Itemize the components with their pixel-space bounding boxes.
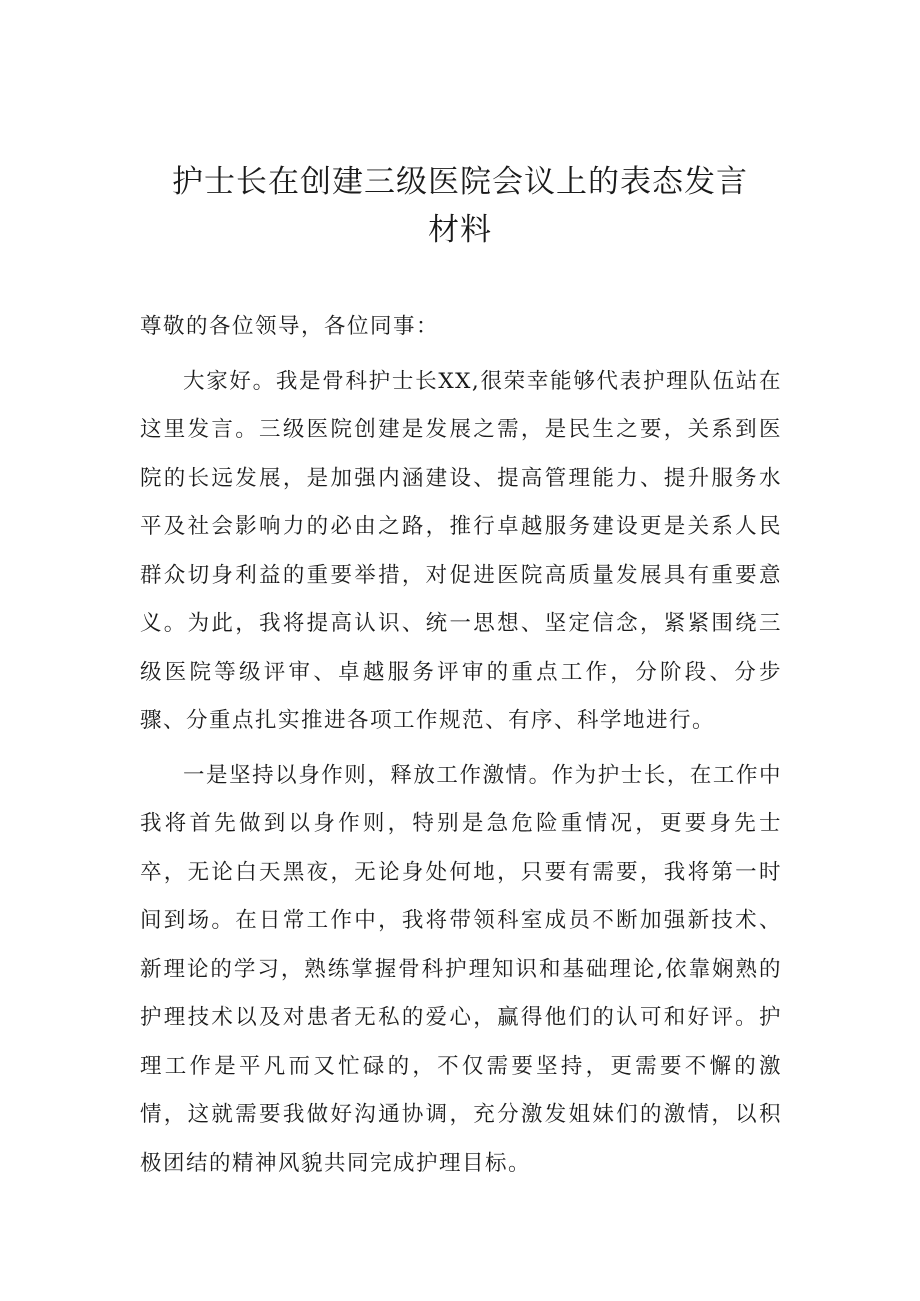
salutation: 尊敬的各位领导，各位同事： [140, 314, 440, 339]
title-line-2: 材料 [428, 212, 492, 248]
document-body [140, 303, 782, 1188]
paragraph-point-one: 一是坚持以身作则，释放工作激情。作为护士长，在工作中我将首先做到以身作则，特别是急危险重情况，更要身先士卒，无论白天黑夜，无论身处何地，只要有需要，我将第一时间到场。在日常工作中，我将带领科室成员不断加强新技术、新理论的学习，熟练掌握骨科护理知识和基础理论,依靠娴熟的护理技术以及对患者无私的爱心，赢得他们的认可和好评。护理工作是平凡而又忙碌的，不仅需要坚持，更需要不懈的激情，这就需要我做好沟通协调，充分激发姐妹们的激情，以积极团结的精神风貌共同完成护理目标。 [140, 762, 782, 1176]
document-title [140, 158, 780, 254]
paragraph-intro: 大家好。我是骨科护士长XX,很荣幸能够代表护理队伍站在这里发言。三级医院创建是发展之需，是民生之要，关系到医院的长远发展，是加强内涵建设、提高管理能力、提升服务水平及社会影响力的必由之路，推行卓越服务建设更是关系人民群众切身利益的重要举措，对促进医院高质量发展具有重要意义。为此，我将提高认识、统一思想、坚定信念，紧紧围绕三级医院等级评审、卓越服务评审的重点工作，分阶段、分步骤、分重点扎实推进各项工作规范、有序、科学地进行。 [140, 368, 782, 733]
title-line-1: 护士长在创建三级医院会议上的表态发言 [172, 164, 748, 200]
